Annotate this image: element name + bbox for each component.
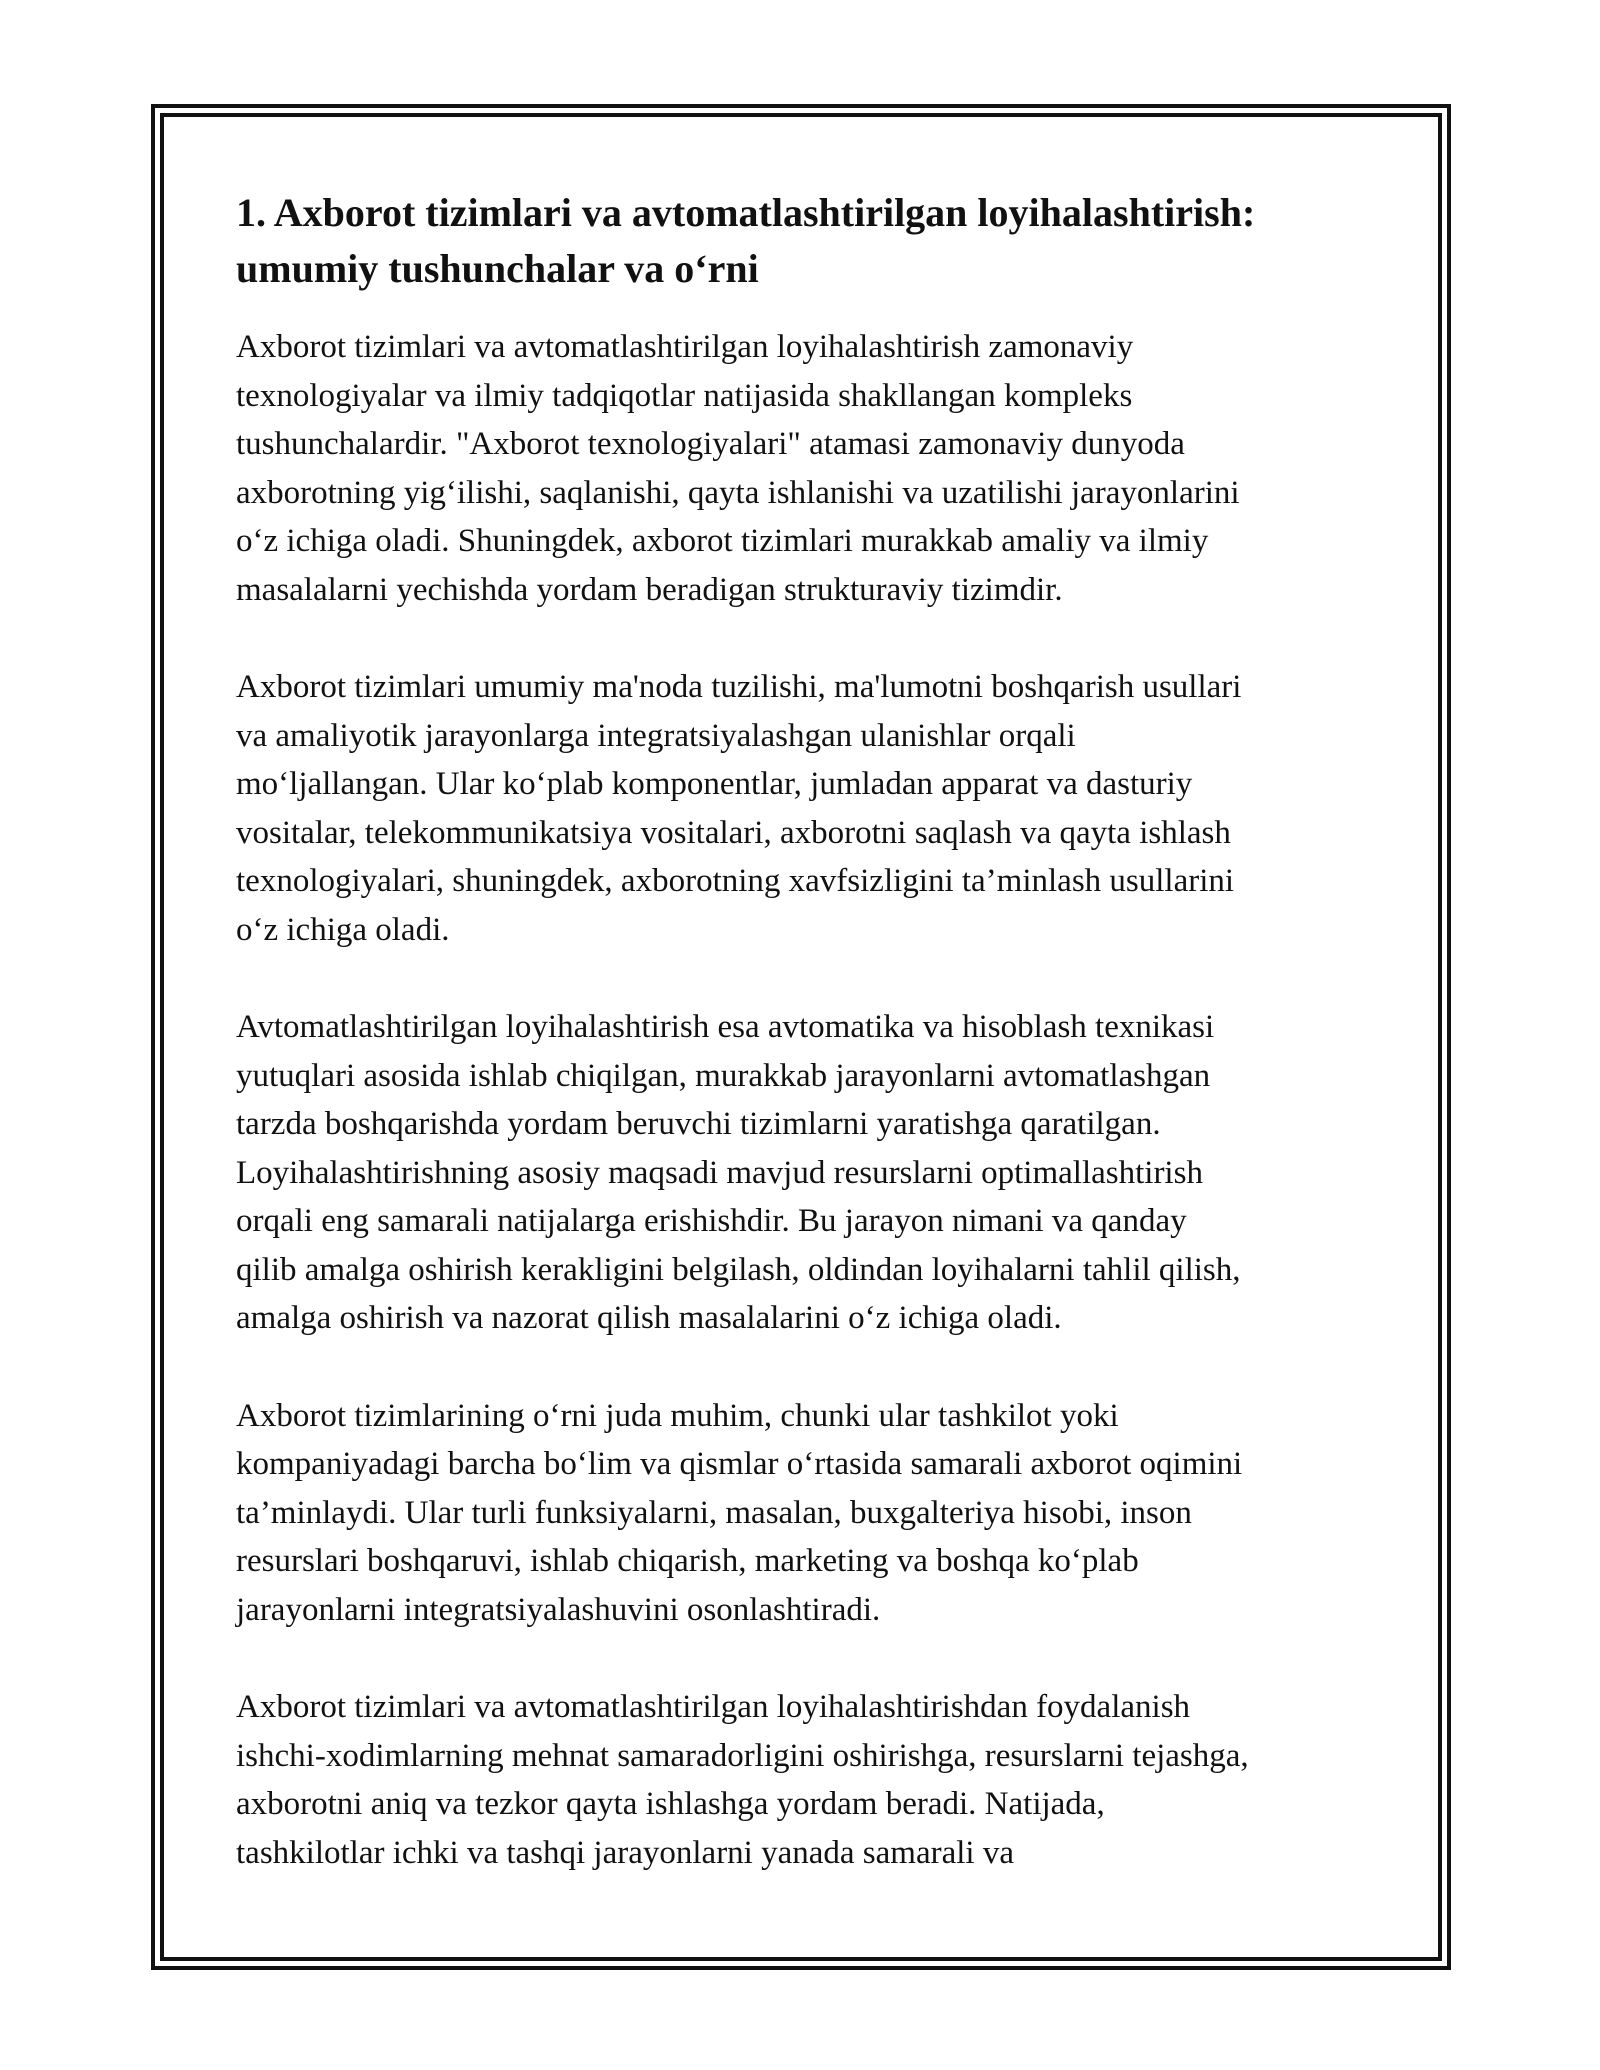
paragraph-3: Avtomatlashtirilgan loyihalashtirish esa avtomatika va hisoblash texnikasi yutuqlari asosida ishlab chiqilgan, murakkab jarayonlarni avtomatlashgan tarzda boshqarishda yordam beruvchi tizimlarni yaratishga qaratilgan. Loyihalashtirishning asosiy maqsadi mavjud resurslarni optimallashtirish orqali eng samarali natijalarga erishishdir. Bu jarayon nimani va qanday qilib amalga oshirish kerakligini belgilash, oldindan loyihalarni tahlil qilish, amalga oshirish va nazorat qilish masalalarini o‘z ichiga oladi. (236, 1009, 1241, 1336)
paragraph-5: Axborot tizimlari va avtomatlashtirilgan loyihalashtirishdan foydalanish ishchi-xodimlarning mehnat samaradorligini oshirishga, resurslarni tejashga, axborotni aniq va tezkor qayta ishlashga yordam beradi. Natijada, tashkilotlar ichki va tashqi jarayonlarni yanada samarali va (236, 1689, 1249, 1871)
paragraph-4: Axborot tizimlarining o‘rni juda muhim, chunki ular tashkilot yoki kompaniyadagi barcha bo‘lim va qismlar o‘rtasida samarali axborot oqimini ta’minlaydi. Ular turli funksiyalarni, masalan, buxgalteriya hisobi, inson resurslari boshqaruvi, ishlab chiqarish, marketing va boshqa ko‘plab jarayonlarni integratsiyalashuvini osonlashtiradi. (236, 1397, 1243, 1628)
section-heading: 1. Axborot tizimlari va avtomatlashtirilgan loyihalashtirish: umumiy tushunchalar va o‘rni (236, 190, 1256, 291)
document-body (236, 185, 1376, 1926)
paragraph-2: Axborot tizimlari umumiy ma'noda tuzilishi, ma'lumotni boshqarish usullari va amaliyotik jarayonlarga integratsiyalashgan ulanishlar orqali mo‘ljallangan. Ular ko‘plab komponentlar, jumladan apparat va dasturiy vositalar, telekommunikatsiya vositalari, axborotni saqlash va qayta ishlash texnologiyalari, shuningdek, axborotning xavfsizligini ta’minlash usullarini o‘z ichiga oladi. (236, 669, 1242, 948)
paragraph-1: Axborot tizimlari va avtomatlashtirilgan loyihalashtirish zamonaviy texnologiyalar va ilmiy tadqiqotlar natijasida shakllangan kompleks tushunchalardir. "Axborot texnologiyalari" atamasi zamonaviy dunyoda axborotning yig‘ilishi, saqlanishi, qayta ishlanishi va uzatilishi jarayonlarini o‘z ichiga oladi. Shuningdek, axborot tizimlari murakkab amaliy va ilmiy masalalarni yechishda yordam beradigan strukturaviy tizimdir. (236, 329, 1240, 608)
